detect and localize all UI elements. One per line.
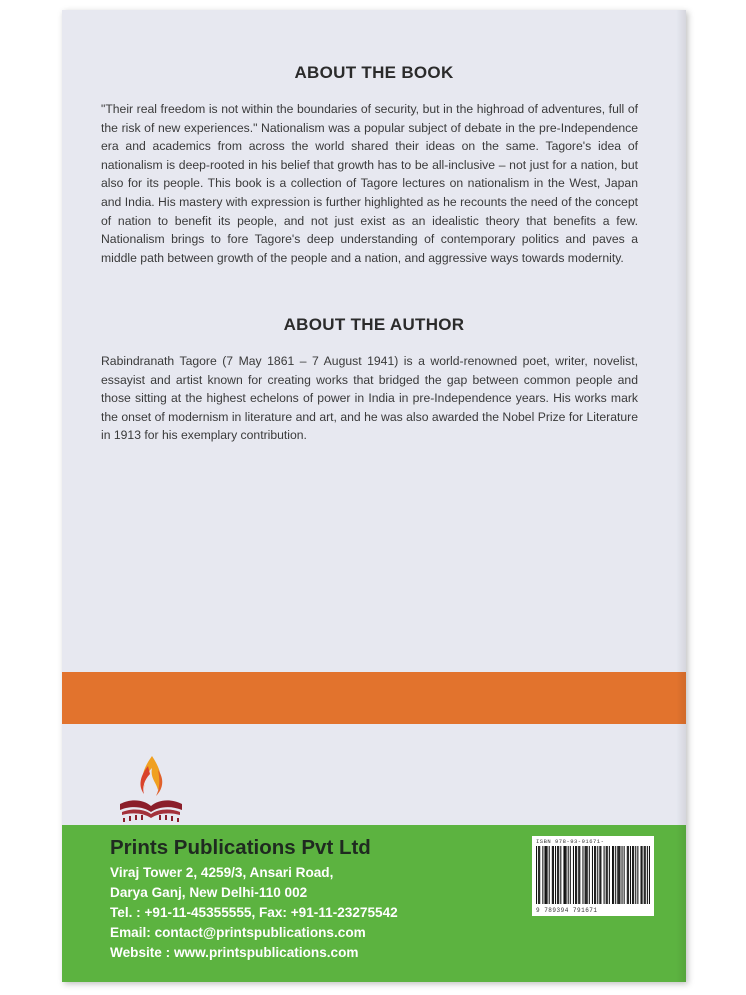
publisher-email: Email: contact@printspublications.com: [110, 925, 366, 940]
isbn-barcode: [532, 836, 654, 916]
publisher-name: Prints Publications Pvt Ltd: [110, 836, 371, 859]
publisher-logo-icon: [112, 752, 190, 826]
publisher-address-line1: Viraj Tower 2, 4259/3, Ansari Road,: [110, 865, 334, 880]
barcode-number: 9 789394 791671: [536, 907, 598, 914]
publisher-website: Website : www.printspublications.com: [110, 945, 359, 960]
orange-band: [62, 672, 686, 724]
barcode-isbn-label: ISBN 978-93-91671-: [536, 838, 605, 845]
about-book-heading: ABOUT THE BOOK: [294, 63, 454, 82]
about-author-heading: ABOUT THE AUTHOR: [283, 315, 465, 334]
publisher-phone: Tel. : +91-11-45355555, Fax: +91-11-23275542: [110, 905, 398, 920]
barcode-bars: [536, 846, 650, 904]
about-author-text: Rabindranath Tagore (7 May 1861 – 7 August 1941) is a world-renowned poet, writer, novelist, essayist and artist known for creating works that bridged the gap between common people and those sitting at the highest echelons of power in India in pre-Independence years. His works mark the onset of modernism in literature and art, and he was also awarded the Nobel Prize for Literature in 1913 for his exemplary contribution.: [101, 354, 638, 443]
book-back-cover: [62, 10, 686, 982]
about-book-text: "Their real freedom is not within the boundaries of security, but in the highroad of adventures, full of the risk of new experiences." Nationalism was a popular subject of debate in the pre-Independence era and academics from across the world shared their ideas on the same. Tagore's idea of nationalism is deep-rooted in his belief that growth has to be all-inclusive – not just for a nation, but also for its people. This book is a collection of Tagore lectures on nationalism in the West, Japan and India. His mastery with expression is further highlighted as he recounts the need of the concept of nation to benefit its people, and not just exist as an idealistic theory that benefits a few. Nationalism brings to fore Tagore's deep understanding of contemporary politics and paves a middle path between growth of the people and a nation, and aggressive ways towards modernity.: [101, 102, 638, 265]
publisher-address-line2: Darya Ganj, New Delhi-110 002: [110, 885, 308, 900]
